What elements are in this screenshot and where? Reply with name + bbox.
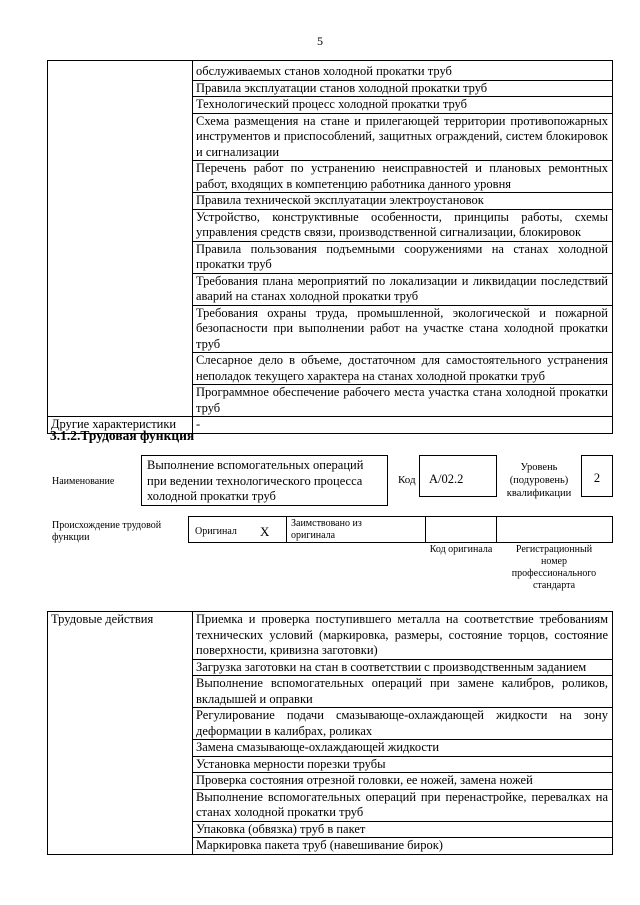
other-characteristics-value: - — [193, 417, 613, 434]
knowledge-item: Правила пользования подъемными сооружениями на станах холодной прокатки труб — [193, 241, 613, 273]
level-label: Уровень (подуровень) квалификации — [506, 462, 572, 499]
origin-divider — [425, 516, 426, 543]
origin-divider — [496, 516, 497, 543]
code-label: Код — [398, 474, 416, 486]
original-mark: X — [260, 524, 270, 539]
knowledge-label-cell — [48, 61, 193, 417]
origin-divider — [286, 516, 287, 543]
labor-action-item: Маркировка пакета труб (навешивание бирок) — [193, 838, 613, 855]
knowledge-table — [47, 60, 613, 434]
knowledge-item: Перечень работ по устранению неисправностей и плановых ремонтных работ, входящих в компетенцию работника данного уровня — [193, 161, 613, 193]
labor-action-item: Выполнение вспомогательных операций при перенастройке, перевалках на станах холодной прокатки труб — [193, 789, 613, 821]
labor-action-item: Установка мерности порезки трубы — [193, 756, 613, 773]
knowledge-item: Требования плана мероприятий по локализации и ликвидации последствий аварий на станах холодной прокатки труб — [193, 273, 613, 305]
labor-action-item: Упаковка (обвязка) труб в пакет — [193, 821, 613, 838]
origin-row-box — [188, 516, 613, 543]
other-characteristics-label: Другие характеристики — [48, 417, 193, 434]
knowledge-item: Технологический процесс холодной прокатки труб — [193, 97, 613, 114]
function-name-box: Выполнение вспомогательных операций при ведении технологического процесса холодной прокатки труб — [141, 455, 388, 506]
knowledge-item: Требования охраны труда, промышленной, экологической и пожарной безопасности при выполнении работ на участке стана холодной прокатки труб — [193, 305, 613, 353]
knowledge-item: Правила эксплуатации станов холодной прокатки труб — [193, 80, 613, 97]
original-label: Оригинал — [195, 526, 237, 537]
level-value-box: 2 — [581, 455, 613, 497]
labor-action-item: Замена смазывающе-охлаждающей жидкости — [193, 740, 613, 757]
knowledge-item: Правила технической эксплуатации электроустановок — [193, 193, 613, 210]
knowledge-item: обслуживаемых станов холодной прокатки труб — [193, 61, 613, 81]
borrowed-label: Заимствовано из оригинала — [291, 518, 362, 541]
labor-action-item: Проверка состояния отрезной головки, ее ножей, замена ножей — [193, 773, 613, 790]
labor-actions-table — [47, 611, 613, 855]
labor-action-item: Приемка и проверка поступившего металла на соответствие требованиям технических условий (маркировка, размеры, состояние торцов, состояние поверхности, кривизна заготовки) — [193, 612, 613, 660]
knowledge-item: Схема размещения на стане и прилегающей территории противопожарных инструментов и приспособлений, защитных ограждений, систем блокировок и сигнализации — [193, 113, 613, 161]
knowledge-item: Слесарное дело в объеме, достаточном для самостоятельного устранения неполадок текущего характера на станах холодной прокатки труб — [193, 353, 613, 385]
function-code-box: A/02.2 — [419, 455, 497, 497]
origin-label: Происхождение трудовой функции — [52, 520, 162, 543]
knowledge-item: Программное обеспечение рабочего места участка стана холодной прокатки труб — [193, 385, 613, 417]
section-title: 3.1.2.Трудовая функция — [50, 428, 195, 443]
name-label: Наименование — [52, 476, 115, 487]
labor-action-item: Загрузка заготовки на стан в соответствии с производственным заданием — [193, 659, 613, 676]
code-original-label: Код оригинала — [429, 544, 493, 555]
labor-actions-label: Трудовые действия — [48, 612, 193, 855]
labor-action-item: Выполнение вспомогательных операций при замене калибров, роликов, вкладышей и оправки — [193, 676, 613, 708]
reg-number-label: Регистрационный номер профессионального стандарта — [511, 544, 597, 591]
knowledge-item: Устройство, конструктивные особенности, принципы работы, схемы управления средств связи, производственной сигнализации, блокировок — [193, 209, 613, 241]
page-number: 5 — [317, 34, 323, 48]
labor-action-item: Регулирование подачи смазывающе-охлаждающей жидкости на зону деформации в калибрах, роликах — [193, 708, 613, 740]
